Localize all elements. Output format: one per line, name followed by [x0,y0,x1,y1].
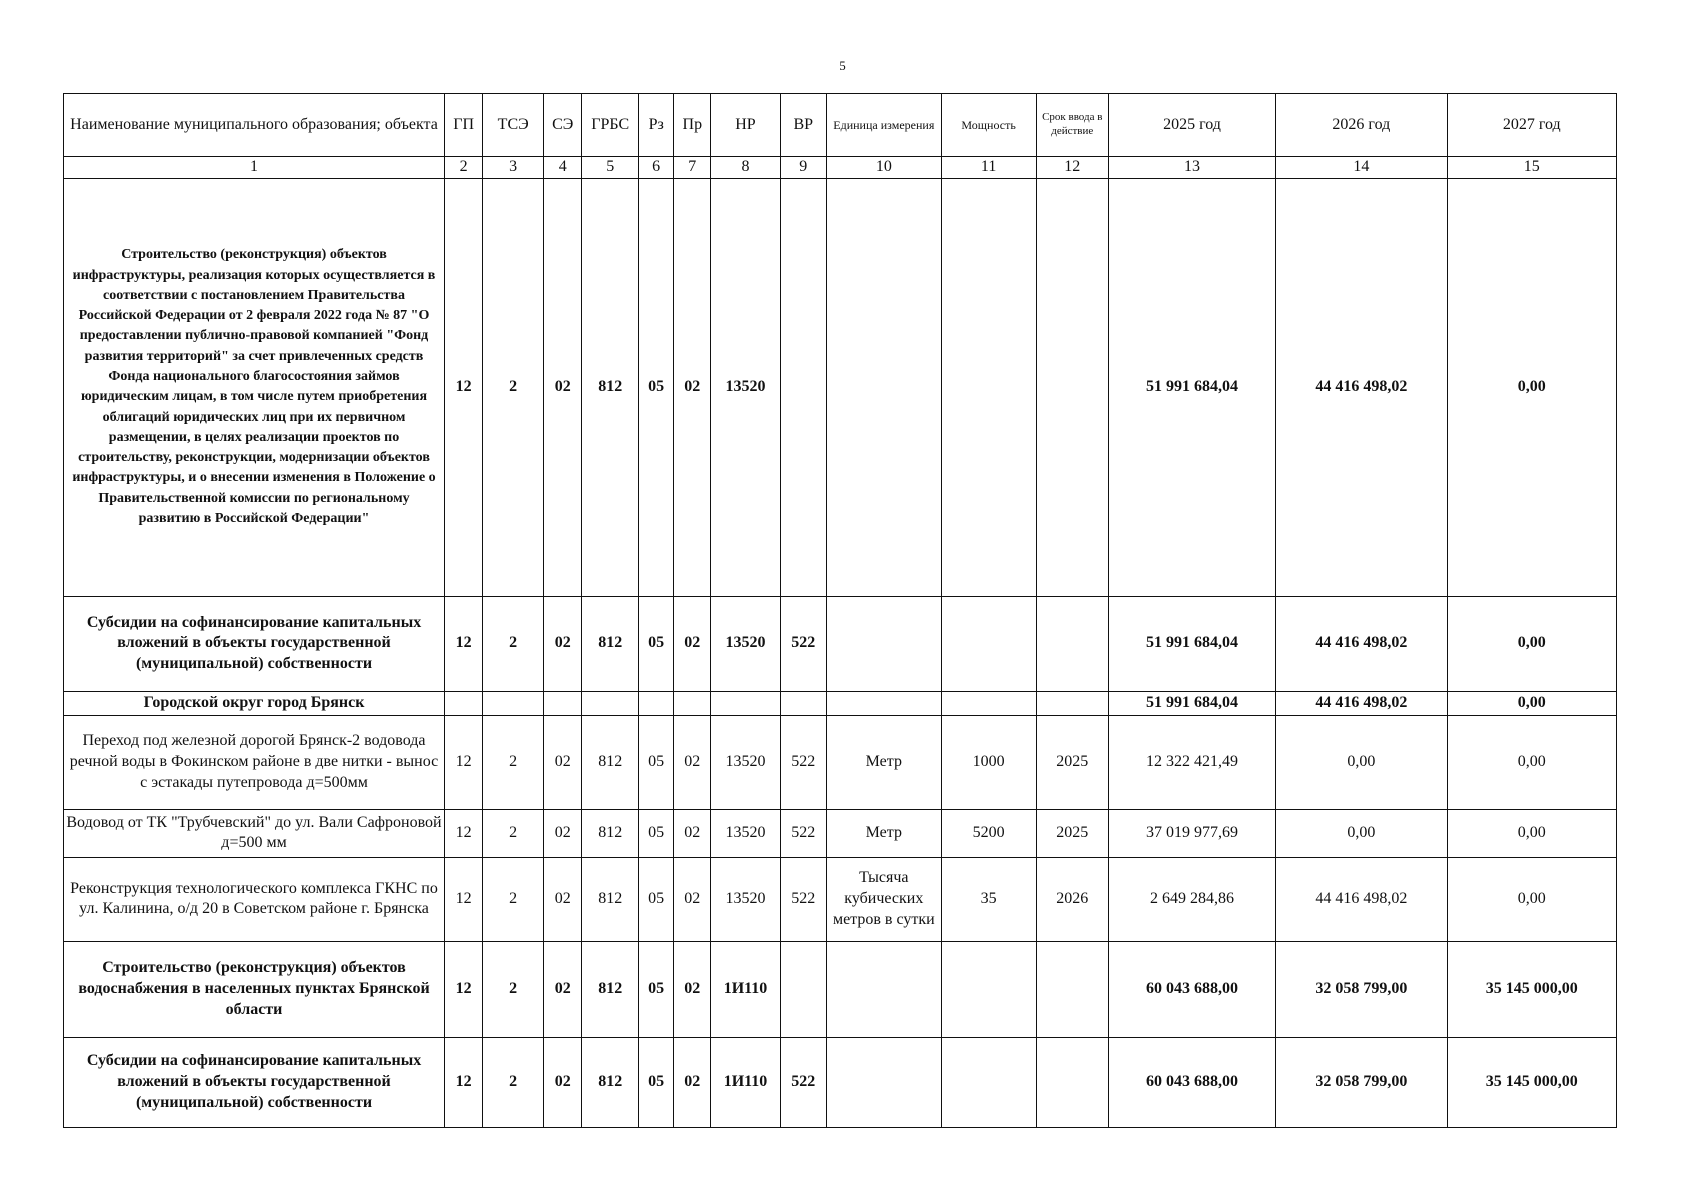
header-2025: 2025 год [1108,94,1275,157]
header-name: Наименование муниципального образования; объекта [64,94,445,157]
cell-2026: 44 416 498,02 [1276,596,1447,691]
cell-rz: 05 [639,1037,674,1127]
cell-vr [780,691,826,715]
cell-capacity: 35 [941,857,1036,941]
cell-vr: 522 [780,1037,826,1127]
cell-2027: 0,00 [1447,178,1616,596]
cell-term [1036,1037,1108,1127]
row-name: Субсидии на софинансирование капитальных вложений в объекты государственной (муниципальной) собственности [64,596,445,691]
row-name: Строительство (реконструкция) объектов инфраструктуры, реализация которых осуществляется в соответствии с постановлением Правительства Российской Федерации от 2 февраля 2022 года № 87 "О предоставлении публично-правовой компанией "Фонд развития территорий" за счет привлеченных средств Фонда национального благосостояния займов юридическим лицам, в том числе путем приобретения облигаций юридических лиц при их первичном размещении, в целях реализации проектов по строительству, реконструкции, модернизации объектов инфраструктуры, и о внесении изменения в Положение о Правительственной комиссии по региональному развитию в Российской Федерации" [64,178,445,596]
table-row [64,857,1617,941]
column-number: 15 [1447,157,1616,179]
cell-se: 02 [544,596,582,691]
column-number: 13 [1108,157,1275,179]
cell-tse [483,691,544,715]
cell-unit [827,596,942,691]
column-number: 14 [1276,157,1447,179]
cell-vr: 522 [780,596,826,691]
cell-pr: 02 [674,857,711,941]
header-rz: Рз [639,94,674,157]
cell-unit: Тысяча кубических метров в сутки [827,857,942,941]
header-2026: 2026 год [1276,94,1447,157]
cell-2025: 60 043 688,00 [1108,941,1275,1037]
cell-grbs: 812 [582,1037,639,1127]
cell-pr: 02 [674,941,711,1037]
budget-table [63,93,1617,1128]
column-number: 5 [582,157,639,179]
table-row [64,178,1617,596]
header-se: СЭ [544,94,582,157]
header-2027: 2027 год [1447,94,1616,157]
cell-rz: 05 [639,857,674,941]
cell-nr: 13520 [711,809,780,857]
cell-2027: 0,00 [1447,857,1616,941]
cell-pr: 02 [674,809,711,857]
cell-vr: 522 [780,809,826,857]
row-name: Субсидии на софинансирование капитальных вложений в объекты государственной (муниципальной) собственности [64,1037,445,1127]
cell-capacity [941,941,1036,1037]
cell-nr: 13520 [711,596,780,691]
row-name: Городской округ город Брянск [64,691,445,715]
cell-gp: 12 [445,857,483,941]
cell-2026: 32 058 799,00 [1276,941,1447,1037]
cell-grbs: 812 [582,596,639,691]
cell-nr: 13520 [711,857,780,941]
table-row [64,1037,1617,1127]
cell-gp [445,691,483,715]
table-row [64,691,1617,715]
column-number: 4 [544,157,582,179]
cell-tse: 2 [483,596,544,691]
cell-rz: 05 [639,941,674,1037]
table-row [64,715,1617,809]
cell-unit [827,691,942,715]
cell-nr: 1И110 [711,941,780,1037]
table-row [64,941,1617,1037]
cell-2025: 2 649 284,86 [1108,857,1275,941]
cell-se: 02 [544,1037,582,1127]
cell-2025: 51 991 684,04 [1108,178,1275,596]
cell-nr: 13520 [711,715,780,809]
cell-term: 2026 [1036,857,1108,941]
cell-pr: 02 [674,1037,711,1127]
cell-capacity: 5200 [941,809,1036,857]
cell-2027: 0,00 [1447,809,1616,857]
cell-se: 02 [544,857,582,941]
header-gp: ГП [445,94,483,157]
cell-gp: 12 [445,178,483,596]
cell-rz: 05 [639,809,674,857]
cell-term [1036,691,1108,715]
column-number: 1 [64,157,445,179]
page-number: 5 [839,58,846,73]
cell-nr: 13520 [711,178,780,596]
cell-2026: 44 416 498,02 [1276,691,1447,715]
cell-2027: 0,00 [1447,691,1616,715]
cell-grbs: 812 [582,715,639,809]
column-number: 2 [445,157,483,179]
cell-grbs: 812 [582,857,639,941]
header-term: Срок ввода в действие [1036,94,1108,157]
cell-2025: 12 322 421,49 [1108,715,1275,809]
column-number-row [64,157,1617,179]
cell-se: 02 [544,809,582,857]
cell-pr: 02 [674,178,711,596]
cell-tse: 2 [483,715,544,809]
cell-2026: 0,00 [1276,715,1447,809]
column-number: 10 [827,157,942,179]
header-row [64,94,1617,157]
cell-rz: 05 [639,715,674,809]
cell-se: 02 [544,941,582,1037]
cell-vr [780,178,826,596]
cell-unit [827,941,942,1037]
cell-tse: 2 [483,857,544,941]
cell-grbs [582,691,639,715]
column-number: 6 [639,157,674,179]
column-number: 9 [780,157,826,179]
cell-gp: 12 [445,809,483,857]
column-number: 8 [711,157,780,179]
column-number: 7 [674,157,711,179]
cell-term [1036,596,1108,691]
cell-gp: 12 [445,596,483,691]
cell-rz: 05 [639,178,674,596]
cell-capacity [941,1037,1036,1127]
cell-term [1036,941,1108,1037]
cell-tse: 2 [483,1037,544,1127]
cell-2025: 37 019 977,69 [1108,809,1275,857]
cell-pr: 02 [674,596,711,691]
header-tse: ТСЭ [483,94,544,157]
header-unit: Единица измерения [827,94,942,157]
cell-capacity [941,596,1036,691]
cell-vr [780,941,826,1037]
cell-2027: 0,00 [1447,596,1616,691]
cell-2027: 35 145 000,00 [1447,1037,1616,1127]
cell-2026: 32 058 799,00 [1276,1037,1447,1127]
cell-rz: 05 [639,596,674,691]
cell-term: 2025 [1036,715,1108,809]
cell-term [1036,178,1108,596]
cell-unit: Метр [827,715,942,809]
header-pr: Пр [674,94,711,157]
cell-se: 02 [544,715,582,809]
row-name: Реконструкция технологического комплекса ГКНС по ул. Калинина, о/д 20 в Советском районе г. Брянска [64,857,445,941]
cell-capacity [941,691,1036,715]
cell-rz [639,691,674,715]
row-name: Строительство (реконструкция) объектов водоснабжения в населенных пунктах Брянской области [64,941,445,1037]
cell-grbs: 812 [582,178,639,596]
table-row [64,596,1617,691]
column-number: 3 [483,157,544,179]
cell-vr: 522 [780,857,826,941]
cell-nr: 1И110 [711,1037,780,1127]
header-capacity: Мощность [941,94,1036,157]
column-number: 12 [1036,157,1108,179]
cell-gp: 12 [445,1037,483,1127]
cell-2025: 60 043 688,00 [1108,1037,1275,1127]
cell-pr [674,691,711,715]
cell-pr: 02 [674,715,711,809]
cell-tse: 2 [483,941,544,1037]
header-vr: ВР [780,94,826,157]
cell-2026: 0,00 [1276,809,1447,857]
row-name: Водовод от ТК "Трубчевский" до ул. Вали Сафроновой д=500 мм [64,809,445,857]
cell-vr: 522 [780,715,826,809]
cell-2025: 51 991 684,04 [1108,596,1275,691]
cell-capacity [941,178,1036,596]
cell-unit [827,178,942,596]
cell-se [544,691,582,715]
cell-2027: 0,00 [1447,715,1616,809]
row-name: Переход под железной дорогой Брянск-2 водовода речной воды в Фокинском районе в две нитки - вынос с эстакады путепровода д=500мм [64,715,445,809]
cell-nr [711,691,780,715]
cell-unit [827,1037,942,1127]
cell-unit: Метр [827,809,942,857]
header-grbs: ГРБС [582,94,639,157]
header-nr: НР [711,94,780,157]
cell-2026: 44 416 498,02 [1276,178,1447,596]
cell-grbs: 812 [582,809,639,857]
cell-tse: 2 [483,178,544,596]
cell-term: 2025 [1036,809,1108,857]
cell-2026: 44 416 498,02 [1276,857,1447,941]
cell-se: 02 [544,178,582,596]
cell-gp: 12 [445,941,483,1037]
cell-2027: 35 145 000,00 [1447,941,1616,1037]
cell-grbs: 812 [582,941,639,1037]
cell-gp: 12 [445,715,483,809]
cell-tse: 2 [483,809,544,857]
column-number: 11 [941,157,1036,179]
cell-capacity: 1000 [941,715,1036,809]
cell-2025: 51 991 684,04 [1108,691,1275,715]
table-row [64,809,1617,857]
